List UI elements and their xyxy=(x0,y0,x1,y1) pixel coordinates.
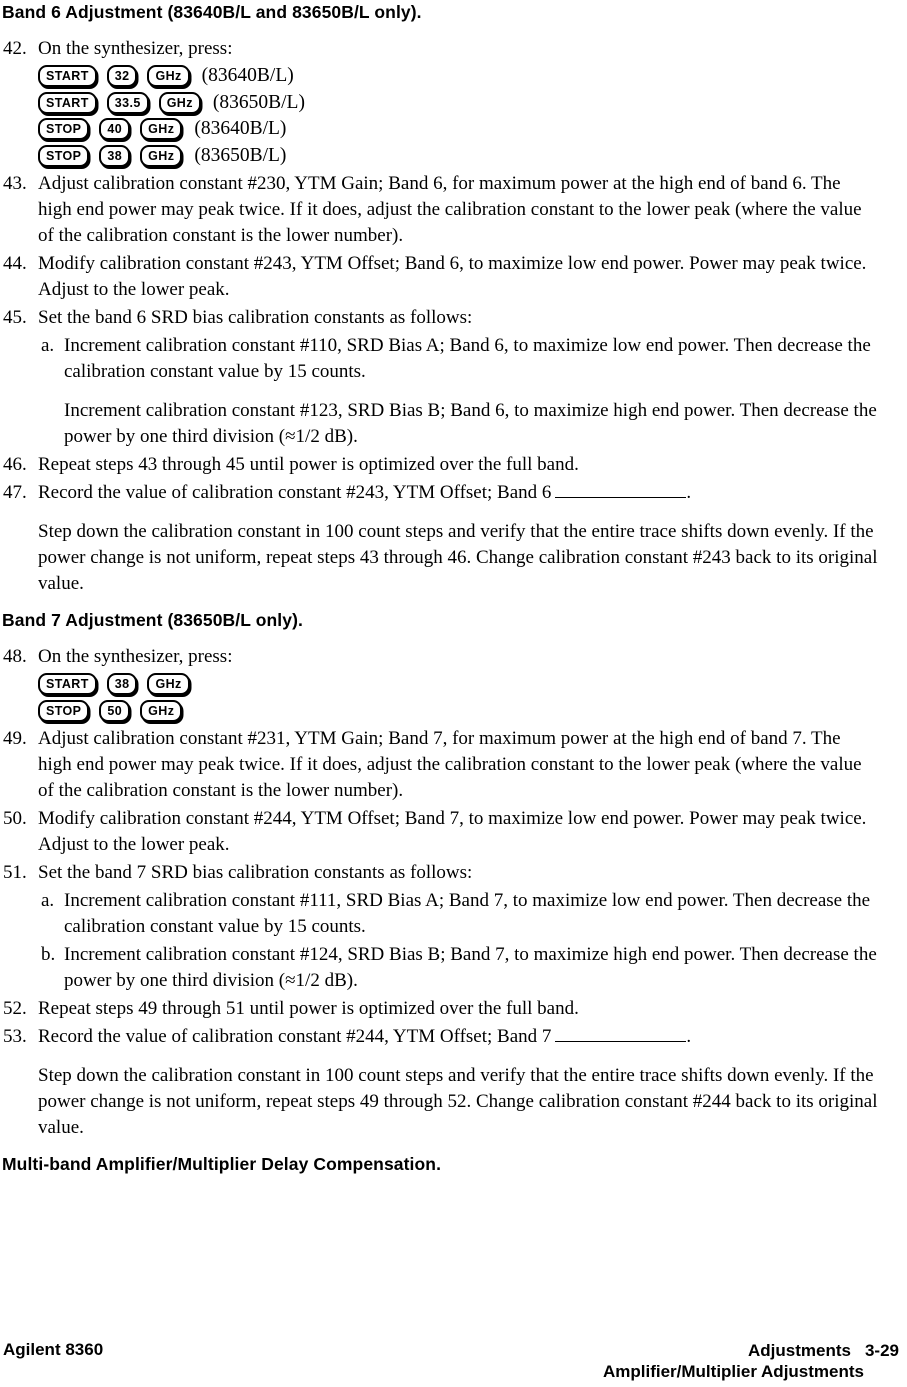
fill-in-blank xyxy=(555,483,686,498)
sub-item-b xyxy=(38,942,879,994)
sub-item-b-unlabeled xyxy=(38,398,879,450)
step-47 xyxy=(2,480,879,506)
key-start: START xyxy=(38,673,97,695)
key-stop: STOP xyxy=(38,700,89,722)
model-suffix: (83640B/L) xyxy=(201,65,294,87)
sub-item-label: b. xyxy=(41,944,56,965)
key-row xyxy=(38,90,879,117)
sub-item-a xyxy=(38,888,879,940)
model-suffix: (83640B/L) xyxy=(194,118,287,140)
key-33-5: 33.5 xyxy=(107,92,149,114)
step-text: Modify calibration constant #244, YTM Offset; Band 7, to maximize low end power. Power may peak twice. Adjust to the lower peak. xyxy=(38,808,867,855)
step-50 xyxy=(2,806,879,858)
step-text: On the synthesizer, press: xyxy=(38,38,233,59)
step-52 xyxy=(2,996,879,1022)
sub-item-a xyxy=(38,333,879,385)
keypress-sequence xyxy=(38,63,879,169)
step-51 xyxy=(2,860,879,994)
step-text-body: Record the value of calibration constant #243, YTM Offset; Band 6 xyxy=(38,482,552,503)
step-text: On the synthesizer, press: xyxy=(38,646,233,667)
key-40: 40 xyxy=(99,118,130,140)
key-38: 38 xyxy=(107,673,138,695)
step-number: 49. xyxy=(3,728,27,749)
key-50: 50 xyxy=(99,700,130,722)
key-32: 32 xyxy=(107,65,138,87)
sub-item-text: Increment calibration constant #110, SRD Bias A; Band 6, to maximize low end power. Then decrease the calibration constant value by 15 counts. xyxy=(64,335,871,382)
step-43 xyxy=(2,171,879,249)
footer-right xyxy=(603,1340,899,1382)
section-heading-band-6: Band 6 Adjustment (83640B/L and 83650B/L only). xyxy=(2,2,422,22)
step-number: 44. xyxy=(3,253,27,274)
sentence-period: . xyxy=(686,482,692,503)
key-ghz: GHz xyxy=(147,673,189,695)
section-heading-band-7: Band 7 Adjustment (83650B/L only). xyxy=(2,610,303,630)
sub-item-text: Increment calibration constant #124, SRD Bias B; Band 7, to maximize high end power. Then decrease the power by one third division (≈1/2 dB). xyxy=(64,944,877,991)
footer-chapter: Adjustments xyxy=(748,1341,851,1360)
step-42 xyxy=(2,36,879,169)
sub-item-label: a. xyxy=(41,335,55,356)
key-start: START xyxy=(38,92,97,114)
sentence-period: . xyxy=(686,1026,692,1047)
key-38: 38 xyxy=(99,145,130,167)
step-53 xyxy=(2,1024,879,1050)
model-suffix: (83650B/L) xyxy=(194,144,287,166)
page-footer xyxy=(3,1340,899,1382)
keypress-sequence xyxy=(38,671,879,724)
key-row xyxy=(38,671,879,698)
key-ghz: GHz xyxy=(140,700,182,722)
step-text: Adjust calibration constant #231, YTM Gain; Band 7, for maximum power at the high end of band 7. The high end power may peak twice. If it does, adjust the calibration constant to the lower peak (where the value of the calibration constant is the lower number). xyxy=(38,728,862,801)
key-row xyxy=(38,116,879,143)
sub-item-text: Increment calibration constant #123, SRD Bias B; Band 6, to maximize high end power. Then decrease the power by one third division (≈1/2 dB). xyxy=(64,400,877,447)
key-ghz: GHz xyxy=(147,65,189,87)
model-suffix: (83650B/L) xyxy=(212,91,305,113)
step-45 xyxy=(2,305,879,450)
section-heading-multiband: Multi-band Amplifier/Multiplier Delay Compensation. xyxy=(2,1154,442,1174)
step-text: Adjust calibration constant #230, YTM Gain; Band 6, for maximum power at the high end of band 6. The high end power may peak twice. If it does, adjust the calibration constant to the lower peak (where the value of the calibration constant is the lower number). xyxy=(38,173,862,246)
step-text: Repeat steps 43 through 45 until power is optimized over the full band. xyxy=(38,454,579,475)
step-number: 47. xyxy=(3,482,27,503)
key-stop: STOP xyxy=(38,145,89,167)
key-row xyxy=(38,63,879,90)
step-number: 50. xyxy=(3,808,27,829)
footer-page-number: 3-29 xyxy=(864,1341,899,1360)
footer-chapter-line xyxy=(603,1340,899,1361)
step-number: 42. xyxy=(3,38,27,59)
step-number: 45. xyxy=(3,307,27,328)
step-number: 46. xyxy=(3,454,27,475)
step-text: Set the band 7 SRD bias calibration constants as follows: xyxy=(38,862,473,883)
key-stop: STOP xyxy=(38,118,89,140)
sub-item-text: Increment calibration constant #111, SRD Bias A; Band 7, to maximize low end power. Then decrease the calibration constant value by 15 counts. xyxy=(64,890,871,937)
footer-product: Agilent 8360 xyxy=(3,1340,104,1359)
key-ghz: GHz xyxy=(140,145,182,167)
key-ghz: GHz xyxy=(140,118,182,140)
step-text xyxy=(38,1024,879,1050)
step-number: 43. xyxy=(3,173,27,194)
key-row xyxy=(38,143,879,170)
step-text: Modify calibration constant #243, YTM Offset; Band 6, to maximize low end power. Power may peak twice. Adjust to the lower peak. xyxy=(38,253,867,300)
key-start: START xyxy=(38,65,97,87)
footer-section: Amplifier/Multiplier Adjustments xyxy=(602,1362,864,1381)
step-number: 53. xyxy=(3,1026,27,1047)
fill-in-blank xyxy=(555,1027,686,1042)
step-49 xyxy=(2,726,879,804)
note-paragraph-band-6: Step down the calibration constant in 100 count steps and verify that the entire trace shifts down evenly. If the power change is not uniform, repeat steps 43 through 46. Change calibration constant #243 back to its original value. xyxy=(38,521,878,594)
step-46 xyxy=(2,452,879,478)
key-ghz: GHz xyxy=(159,92,201,114)
step-number: 52. xyxy=(3,998,27,1019)
note-paragraph-band-7: Step down the calibration constant in 100 count steps and verify that the entire trace shifts down evenly. If the power change is not uniform, repeat steps 49 through 52. Change calibration constant #244 back to its original value. xyxy=(38,1065,878,1138)
step-text: Set the band 6 SRD bias calibration constants as follows: xyxy=(38,307,473,328)
step-text xyxy=(38,480,879,506)
step-number: 51. xyxy=(3,862,27,883)
step-number: 48. xyxy=(3,646,27,667)
step-text-body: Record the value of calibration constant #244, YTM Offset; Band 7 xyxy=(38,1026,552,1047)
key-row xyxy=(38,698,879,725)
step-44 xyxy=(2,251,879,303)
step-text: Repeat steps 49 through 51 until power is optimized over the full band. xyxy=(38,998,579,1019)
step-48 xyxy=(2,644,879,724)
sub-item-label: a. xyxy=(41,890,55,911)
